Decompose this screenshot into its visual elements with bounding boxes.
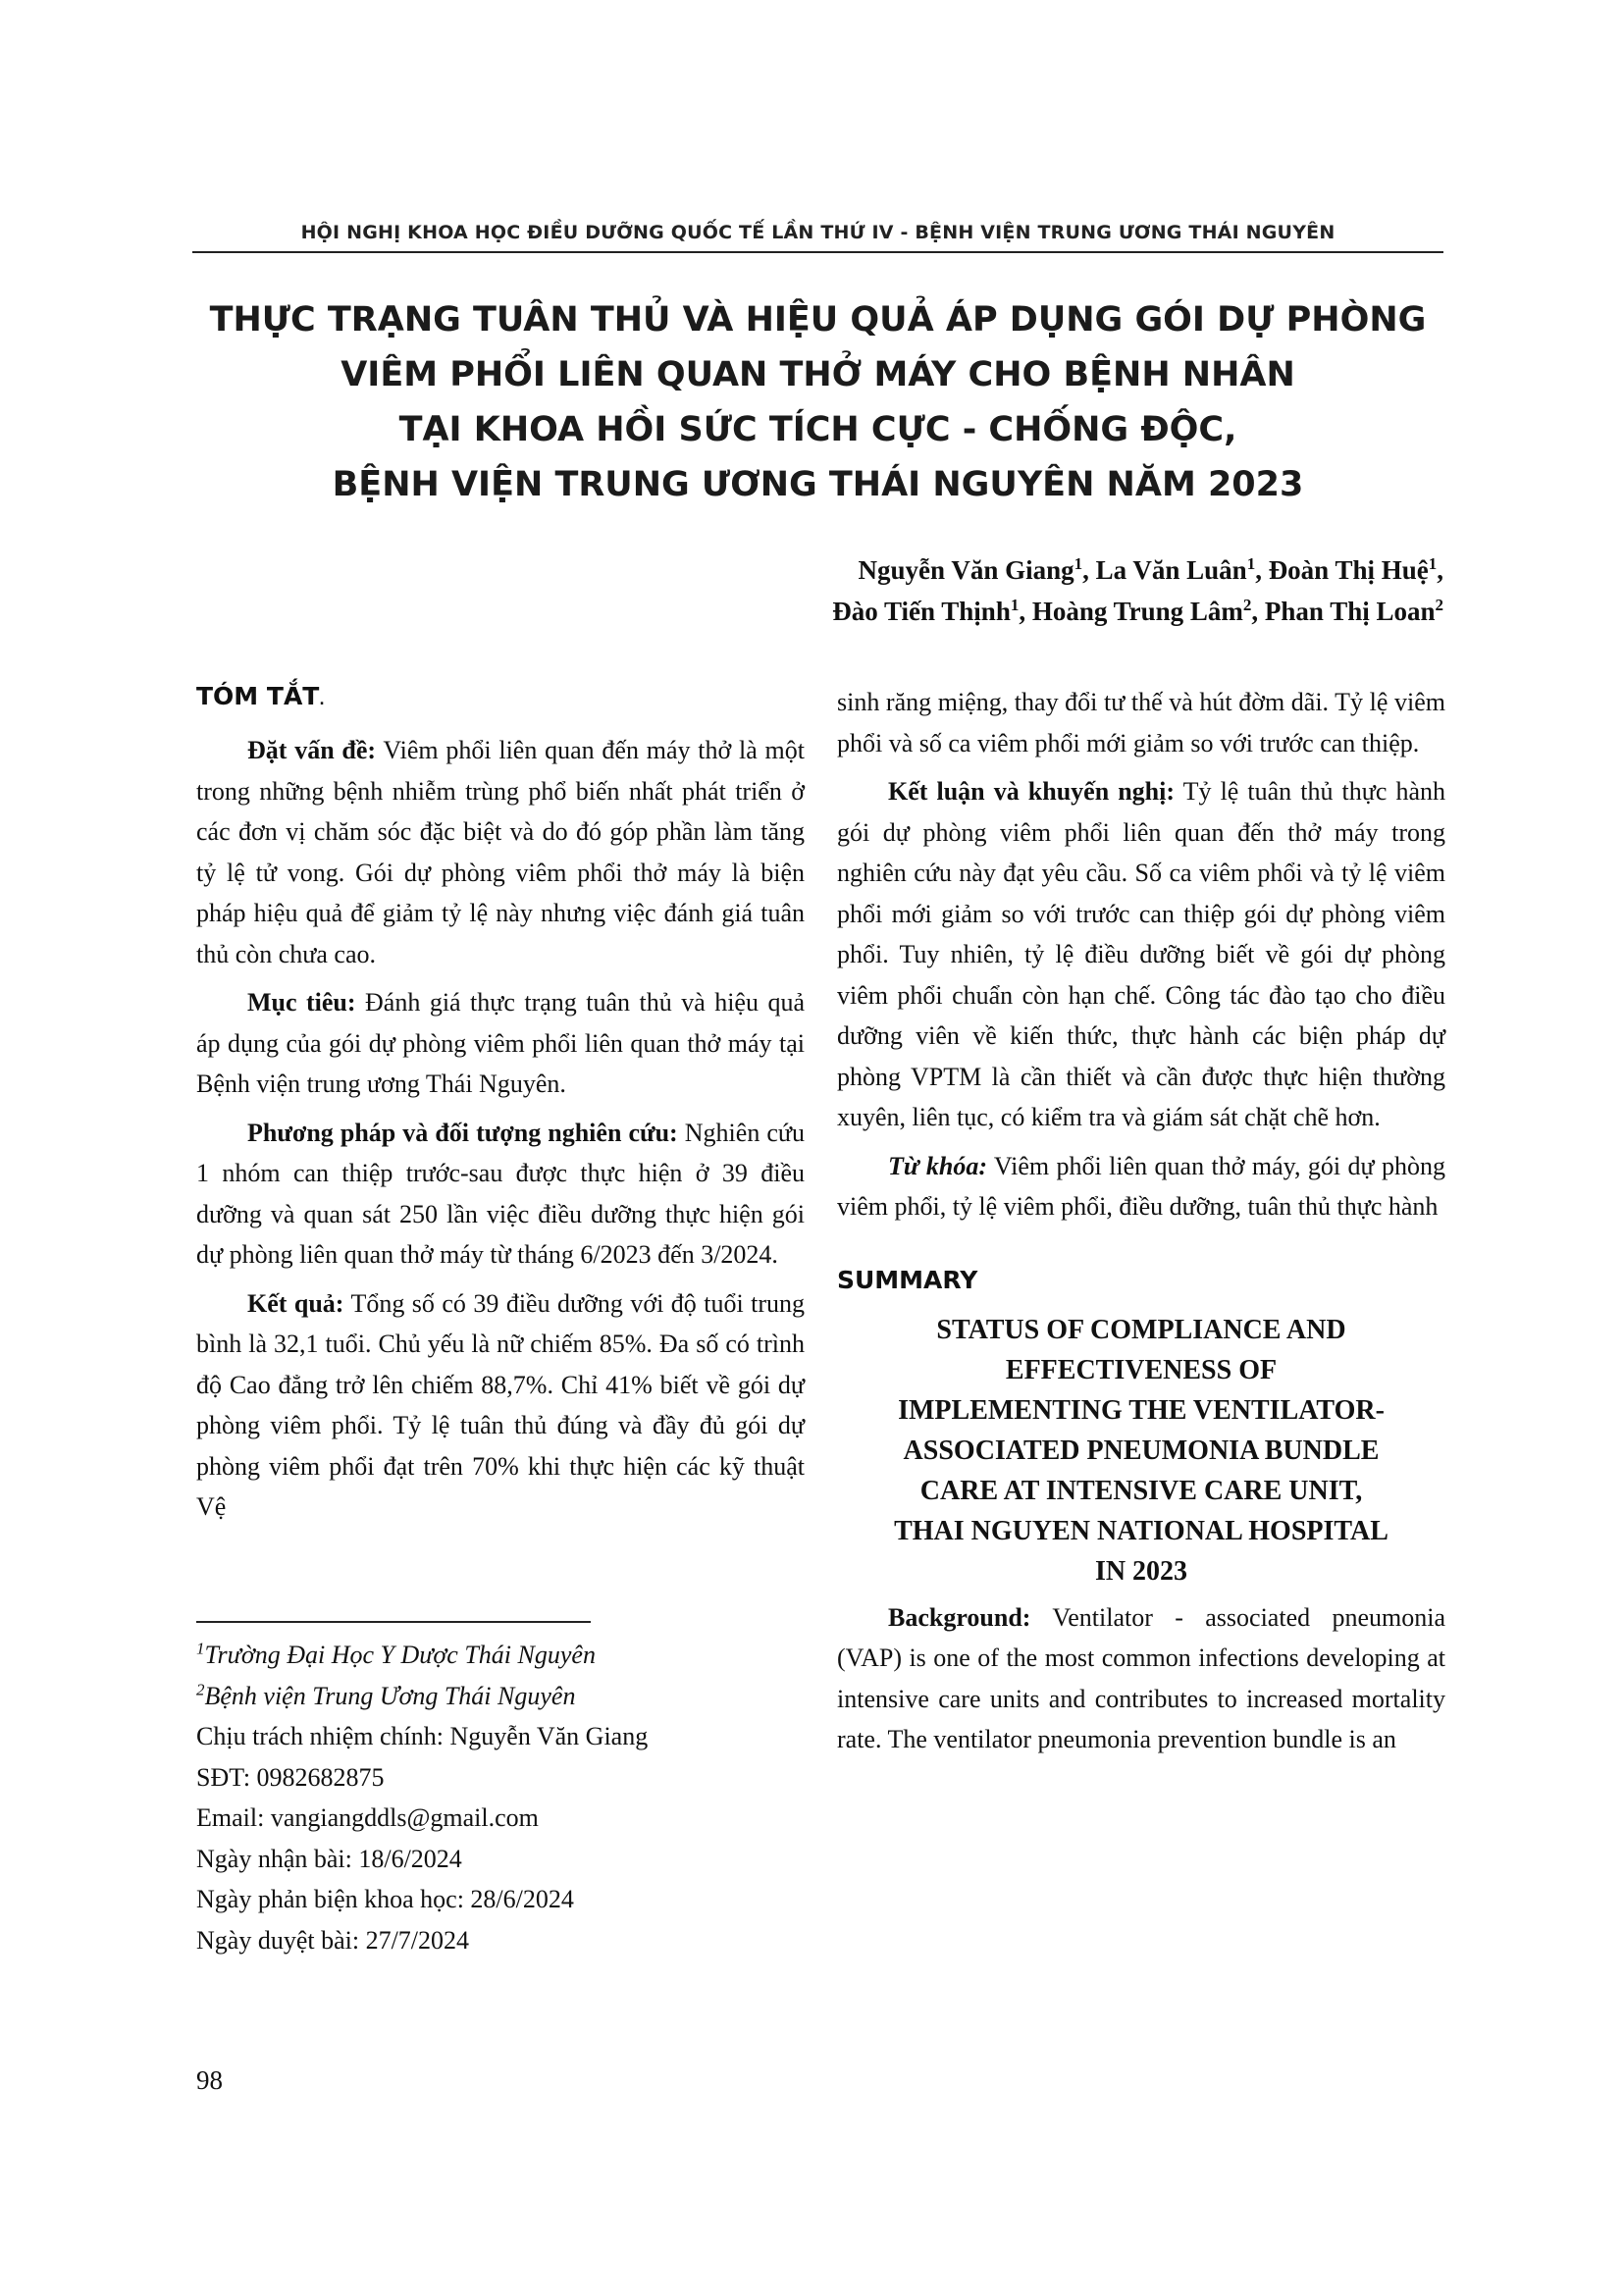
title-line: VIÊM PHỔI LIÊN QUAN THỞ MÁY CHO BỆNH NHÂN [341,355,1295,394]
affiliation-1 [196,1635,805,1676]
author-sep: , [1255,555,1269,585]
summary-heading: SUMMARY [837,1265,978,1294]
conclusion-label: Kết luận và khuyến nghị: [888,777,1176,806]
summary-title-line: THAI NGUYEN NATIONAL HOSPITAL [894,1515,1388,1546]
affiliation-text: Trường Đại Học Y Dược Thái Nguyên [204,1641,596,1669]
header-rule [192,251,1443,253]
background-label: Đặt vấn đề: [247,736,377,764]
summary-background [837,1597,1445,1760]
keywords-label: Từ khóa: [888,1151,987,1180]
author-sep: , [1019,597,1032,626]
author-sep: , [1251,597,1265,626]
abstract-conclusion [837,771,1445,1138]
corresponding-author: Chịu trách nhiệm chính: Nguyễn Văn Giang [196,1722,649,1750]
objective-text: Đánh giá thực trạng tuân thủ và hiệu quả áp dụng của gói dự phòng viêm phổi liên quan thở máy tại Bệnh viện trung ương Thái Nguyên. [196,988,805,1098]
summary-title-line: EFFECTIVENESS OF [1005,1354,1278,1385]
running-header: HỘI NGHỊ KHOA HỌC ĐIỀU DƯỠNG QUỐC TẾ LẦN THỨ IV - BỆNH VIỆN TRUNG ƯƠNG THÁI NGUYÊN [300,222,1336,243]
background-text: Viêm phổi liên quan đến máy thở là một trong những bệnh nhiễm trùng phổ biến nhất phát triển ở các đơn vị chăm sóc đặc biệt và do đó góp phần làm tăng tỷ lệ tử vong. Gói dự phòng viêm phổi thở máy là biện pháp hiệu quả để giảm tỷ lệ này nhưng việc đánh giá tuân thủ còn chưa cao. [196,736,805,968]
conclusion-text: Tỷ lệ tuân thủ thực hành gói dự phòng viêm phổi liên quan đến thở máy trong nghiên cứu này đạt yêu cầu. Số ca viêm phổi và tỷ lệ viêm phổi mới giảm so với trước can thiệp gói dự phòng viêm phổi. Tuy nhiên, tỷ lệ điều dưỡng biết về gói dự phòng viêm phổi chuẩn còn hạn chế. Công tác đào tạo cho điều dưỡng viên về kiến thức, thực hành các biện pháp dự phòng VPTM là cần thiết và cần được thực hiện thường xuyên, liên tục, có kiểm tra và giám sát chặt chẽ hơn. [837,777,1446,1131]
title-line: BỆNH VIỆN TRUNG ƯƠNG THÁI NGUYÊN NĂM 2023 [332,465,1304,504]
affiliation-sup: 2 [196,1679,205,1698]
summary-title [837,1310,1445,1592]
results-label: Kết quả: [247,1288,344,1318]
abstract-keywords [837,1146,1445,1227]
author-sep: , [1437,555,1443,585]
email: Email: vangiangddls@gmail.com [196,1803,539,1832]
abstract-results [196,1283,805,1528]
summary-background-label: Background: [888,1602,1031,1632]
date-reviewed: Ngày phản biện khoa học: 28/6/2024 [196,1885,574,1913]
summary-title-line: IN 2023 [1094,1555,1188,1587]
affiliation-text: Bệnh viện Trung Ương Thái Nguyên [204,1681,576,1710]
author-list [832,549,1443,632]
abstract-heading-text: TÓM TẮT [196,682,320,710]
abstract-heading [196,677,805,720]
abstract-objective [196,982,805,1105]
results-text: Tổng số có 39 điều dưỡng với độ tuổi trung bình là 32,1 tuổi. Chủ yếu là nữ chiếm 85%. Đa số có trình độ Cao đẳng trở lên chiếm 88,7%. Chỉ 41% biết về gói dự phòng viêm phổi. Tỷ lệ tuân thủ đúng và đầy đủ gói dự phòng viêm phổi đạt trên 70% khi thực hiện các kỹ thuật Vệ [196,1288,806,1521]
affiliation-sup: 1 [1010,596,1020,614]
abstract-results-cont: sinh răng miệng, thay đổi tư thế và hút đờm dãi. Tỷ lệ viêm phổi và số ca viêm phổi mới giảm so với trước can thiệp. [837,688,1445,757]
left-column [196,677,805,1536]
abstract-background [196,730,805,974]
author-name: Nguyễn Văn Giang [858,555,1074,585]
author-line [832,591,1443,632]
author-name: Hoàng Trung Lâm [1031,597,1243,626]
affiliation-2 [196,1676,805,1717]
author-sep: , [1082,555,1096,585]
author-name: Đoàn Thị Huệ [1268,555,1429,585]
author-line [832,549,1443,591]
summary-title-line: CARE AT INTENSIVE CARE UNIT, [919,1475,1363,1506]
title-line: THỰC TRẠNG TUÂN THỦ VÀ HIỆU QUẢ ÁP DỤNG GÓI DỰ PHÒNG [209,300,1427,339]
abstract-heading-dot: . [319,693,325,708]
methods-text: Nghiên cứu 1 nhóm can thiệp trước-sau được thực hiện ở 39 điều dưỡng và quan sát 250 lần việc điều dưỡng thực hiện gói dự phòng liên quan thở máy từ tháng 6/2023 đến 3/2024. [196,1118,805,1269]
author-name: Phan Thị Loan [1264,597,1436,626]
summary-title-line: ASSOCIATED PNEUMONIA BUNDLE [903,1435,1380,1466]
summary-background-text: Ventilator - associated pneumonia (VAP) is one of the most common infections developing at intensive care units and contributes to increased mortality rate. The ventilator pneumonia prevention bundle is an [837,1602,1445,1753]
article-title [192,292,1443,512]
summary-title-line: IMPLEMENTING THE VENTILATOR- [898,1394,1385,1426]
abstract-methods [196,1113,805,1276]
methods-label: Phương pháp và đối tượng nghiên cứu: [247,1118,678,1147]
page-number: 98 [196,2065,223,2095]
author-name: La Văn Luân [1095,555,1247,585]
affiliation-sup: 2 [1435,596,1443,614]
affiliation-sup: 1 [196,1639,205,1658]
title-line: TẠI KHOA HỒI SỨC TÍCH CỰC - CHỐNG ĐỘC, [398,410,1237,449]
affiliation-sup: 2 [1242,596,1252,614]
footnote-rule [196,1621,591,1623]
author-name: Đào Tiến Thịnh [832,597,1011,626]
right-column [837,682,1445,1768]
affiliation-sup: 1 [1428,554,1438,573]
phone: SĐT: 0982682875 [196,1762,385,1792]
objective-label: Mục tiêu: [247,988,356,1017]
keywords-text: Viêm phổi liên quan thở máy, gói dự phòng viêm phổi, tỷ lệ viêm phổi, điều dưỡng, tuân thủ thực hành [837,1151,1445,1221]
date-received: Ngày nhận bài: 18/6/2024 [196,1844,462,1873]
summary-title-line: STATUS OF COMPLIANCE AND [936,1314,1346,1345]
date-accepted: Ngày duyệt bài: 27/7/2024 [196,1925,470,1955]
affiliation-sup: 1 [1074,554,1083,573]
affiliation-sup: 1 [1246,554,1256,573]
footnotes [196,1635,805,1960]
